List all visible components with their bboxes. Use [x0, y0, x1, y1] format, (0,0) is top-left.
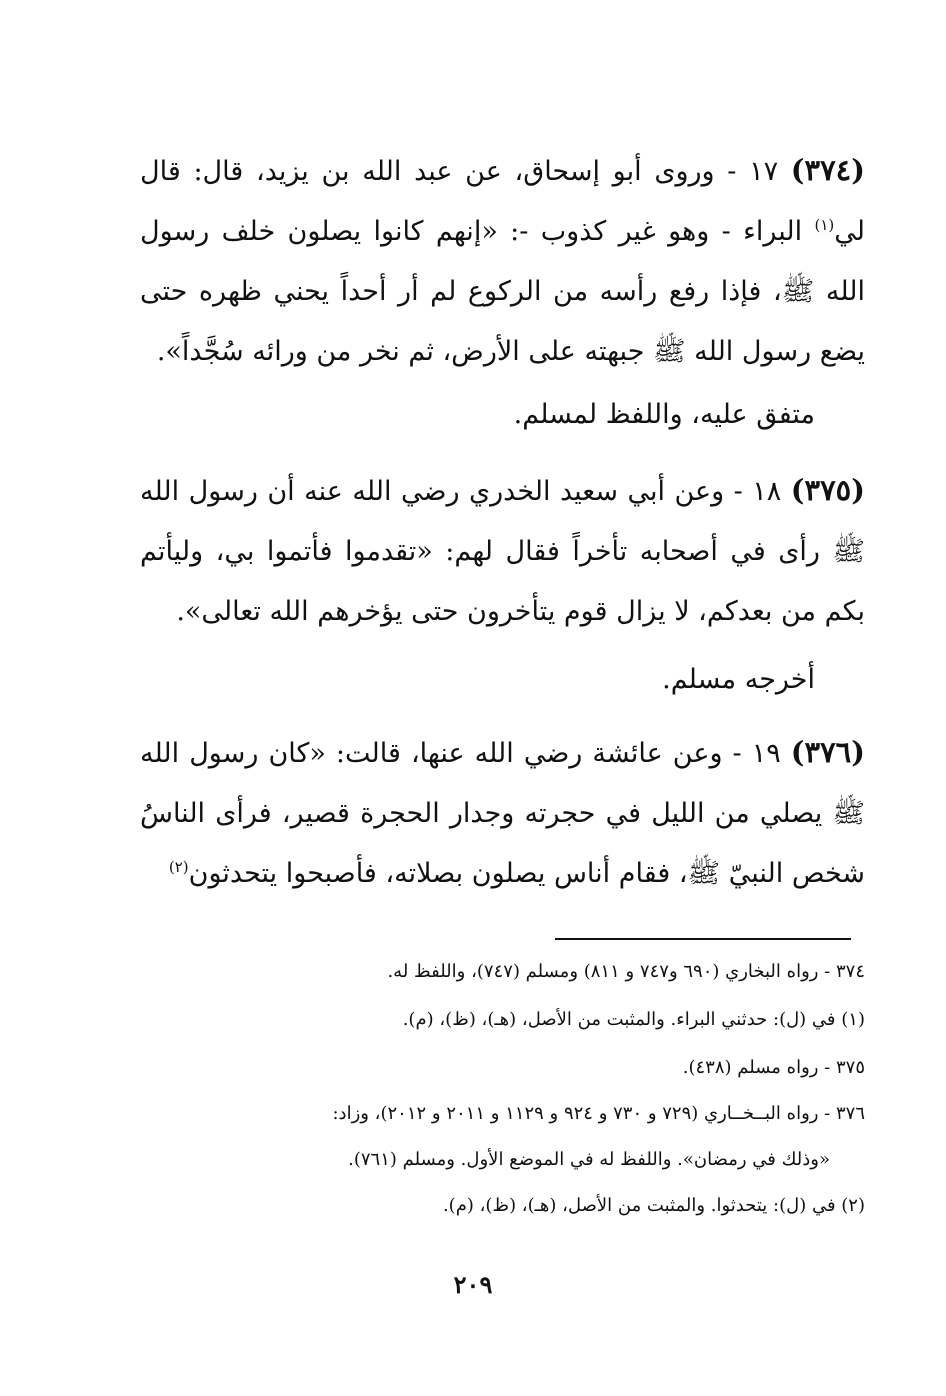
footnote-mark: (١)	[814, 216, 835, 234]
footnote: ٣٧٦ - رواه البــخــاري (٧٢٩ و ٧٣٠ و ٩٢٤ و ١١٢٩ و ٢٠١١ و ٢٠١٢)، وزاد:	[332, 1103, 865, 1124]
footnote: «وذلك في رمضان». واللفظ له في الموضع الأول. ومسلم (٧٦١).	[348, 1149, 830, 1170]
footnote-mark: (٢)	[168, 858, 189, 876]
footnote: (٢) في (ل): يتحدثوا. والمثبت من الأصل، (هـ)، (ظ)، (م).	[442, 1195, 865, 1216]
hadith-text: ١٨ - وعن أبي سعيد الخدري رضي الله عنه أن رسول الله ﷺ رأى في أصحابه تأخراً فقال لهم: «تقدموا فأتموا بي، وليأتم بكم من بعدكم، لا يزال قوم يتأخرون حتى يؤخرهم الله تعالى».	[140, 476, 865, 627]
footnote: ٣٧٤ - رواه البخاري (٦٩٠ و٧٤٧ و ٨١١) ومسلم (٧٤٧)، واللفظ له.	[387, 961, 865, 982]
hadith-374	[140, 140, 865, 382]
hadith-text-continued: البراء - وهو غير كذوب -: «إنهم كانوا يصلون خلف رسول الله ﷺ، فإذا رفع رأسه من الركوع لم أر أحداً يحني ظهره حتى يضع رسول الله ﷺ جبهته على الأرض، ثم نخر من ورائه سُجَّداً».	[140, 216, 865, 367]
hadith-number: (٣٧٥)	[790, 473, 865, 507]
hadith-number: (٣٧٤)	[790, 153, 865, 187]
footnote-separator	[555, 938, 851, 940]
page-number: ٢٠٩	[453, 1270, 493, 1299]
hadith-number: (٣٧٦)	[790, 735, 865, 769]
grading-375: أخرجه مسلم.	[662, 664, 815, 695]
hadith-text: ١٧ - وروى أبو إسحاق، عن عبد الله بن يزيد، قال: قال لي	[140, 156, 865, 247]
hadith-text: ١٩ - وعن عائشة رضي الله عنها، قالت: «كان رسول الله ﷺ يصلي من الليل في حجرته وجدار الحجرة قصير، فرأى الناسُ شخص النبيّ ﷺ، فقام أناس يصلون بصلاته، فأصبحوا يتحدثون	[140, 738, 865, 889]
footnote: ٣٧٥ - رواه مسلم (٤٣٨).	[682, 1057, 865, 1078]
grading-374: متفق عليه، واللفظ لمسلم.	[513, 399, 815, 430]
hadith-376	[140, 722, 865, 904]
hadith-375	[140, 460, 865, 642]
footnote: (١) في (ل): حدثني البراء. والمثبت من الأصل، (هـ)، (ظ)، (م).	[402, 1009, 865, 1030]
